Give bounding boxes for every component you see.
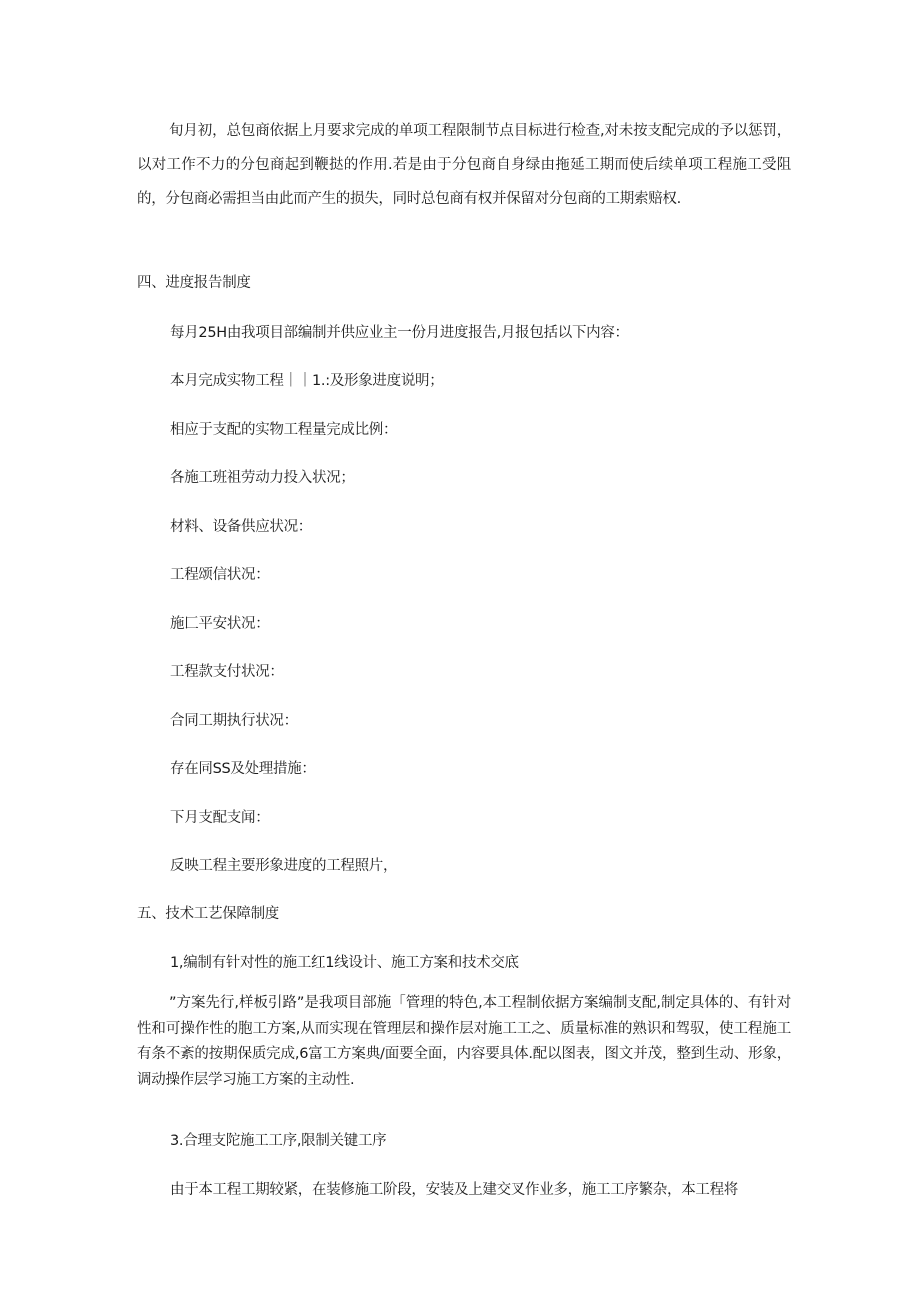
heading-progress-report: 四、进度报告制度: [137, 275, 251, 291]
report-intro: 每月25H由我项目部编制并供应业主一份月进度报告,月报包括以下内容：: [170, 325, 629, 341]
report-item: 工程颂信状况：: [170, 567, 270, 583]
paragraph-plan-first: ”方案先行,样板引路”是我项目部施「管理的特色,本工程制依据方案编制支配,制定具体的、有针对性和可操作性的胞工方案,从而实现在管理层和操作层对施工工之、质量标准的熟识和驾驭，使工程施工有条不紊的按期保质完成,6富工方案典/面要全面，内容要具体.配以图表，图文并茂，整到生动、形象，调动操作层学习施工方案的主动性.: [137, 995, 791, 1088]
paragraph-penalty: 旬月初，总包商依据上月要求完成的单项工程限制节点目标进行检查,对未按支配完成的予以惩罚，以对工作不力的分包商起到鞭挞的作用.若是由于分包商自身绿由拖延工期而使后续单项工程施工受阻的，分包商必需担当由此而产生的损失，同时总包商有权并保留对分包商的工期索赔权.: [137, 123, 791, 207]
report-item: 合同工期执行状况：: [170, 713, 298, 729]
report-item: 工程款支付状况：: [170, 664, 284, 680]
report-item: 下月支配支闻：: [170, 810, 270, 826]
report-item: 相应于支配的实物工程量完成比例：: [170, 422, 398, 438]
subheading-process-order: 3.合理支陀施工工序,限制关键工序: [170, 1133, 387, 1149]
subheading-construction-design: 1,编制有针对性的施工红1线设计、施工方案和技术交底: [170, 955, 519, 971]
report-item: 各施工班祖劳动力投入状况；: [170, 470, 355, 486]
report-item: 反映工程主要形象进度的工程照片，: [170, 858, 398, 874]
paragraph-tight-schedule: 由于本工程工期较紧，在装修施工阶段，安装及上建交叉作业多，施工工序繁杂，本工程将: [170, 1182, 738, 1198]
heading-tech-process: 五、技术工艺保障制度: [137, 906, 279, 922]
report-item: 本月完成实物工程｜｜1.:及形象进度说明；: [170, 373, 444, 389]
report-item: 施匚平安状况：: [170, 616, 270, 632]
report-item: 材料、设备供应状况：: [170, 519, 312, 535]
report-item: 存在同SS及处理措施：: [170, 761, 316, 777]
